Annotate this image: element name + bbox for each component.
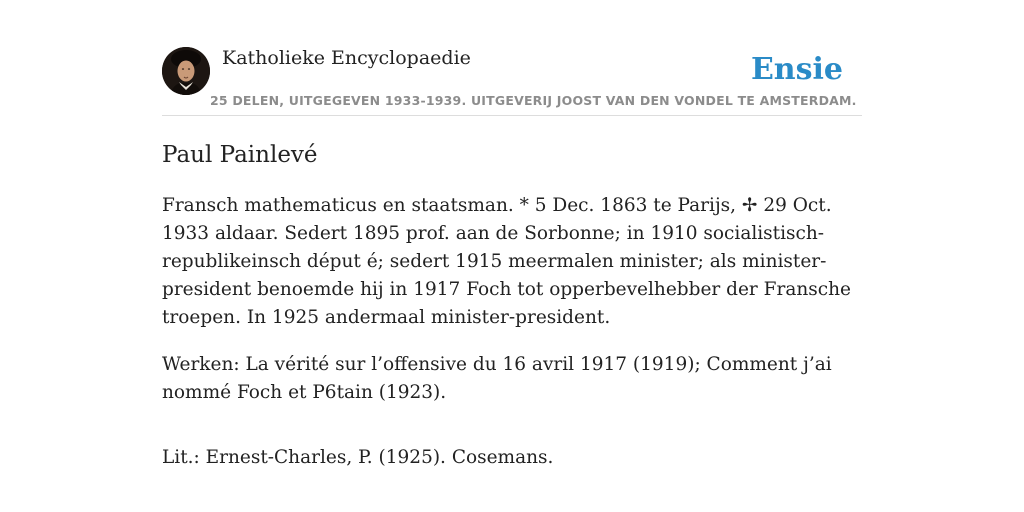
- source-meta: 25 DELEN, UITGEGEVEN 1933-1939. UITGEVERIJ JOOST VAN DEN VONDEL TE AMSTERDAM.: [210, 93, 857, 108]
- source-title[interactable]: Katholieke Encyclopaedie: [222, 47, 471, 69]
- entry-title: Paul Painlevé: [162, 142, 318, 168]
- header-divider: [162, 115, 862, 116]
- entry-paragraph-works: Werken: La vérité sur l’offensive du 16 avril 1917 (1919); Comment j’ai nommé Foch et P6tain (1923).: [162, 354, 832, 403]
- portrait-avatar[interactable]: [162, 47, 210, 95]
- entry-paragraph-description: Fransch mathematicus en staatsman. * 5 Dec. 1863 te Parijs, ✢ 29 Oct. 1933 aldaar. Sedert 1895 prof. aan de Sorbonne; in 1910 socialistisch-republikeinsch déput é; sedert 1915 meermalen minister; als minister-president benoemde hij in 1917 Foch tot opperbevelhebber der Fransche troepen. In 1925 andermaal minister-president.: [162, 195, 851, 328]
- entry-paragraph-literature: Lit.: Ernest-Charles, P. (1925). Cosemans.: [162, 447, 554, 468]
- entry-body: [162, 192, 862, 491]
- ensie-logo[interactable]: Ensie: [750, 52, 843, 87]
